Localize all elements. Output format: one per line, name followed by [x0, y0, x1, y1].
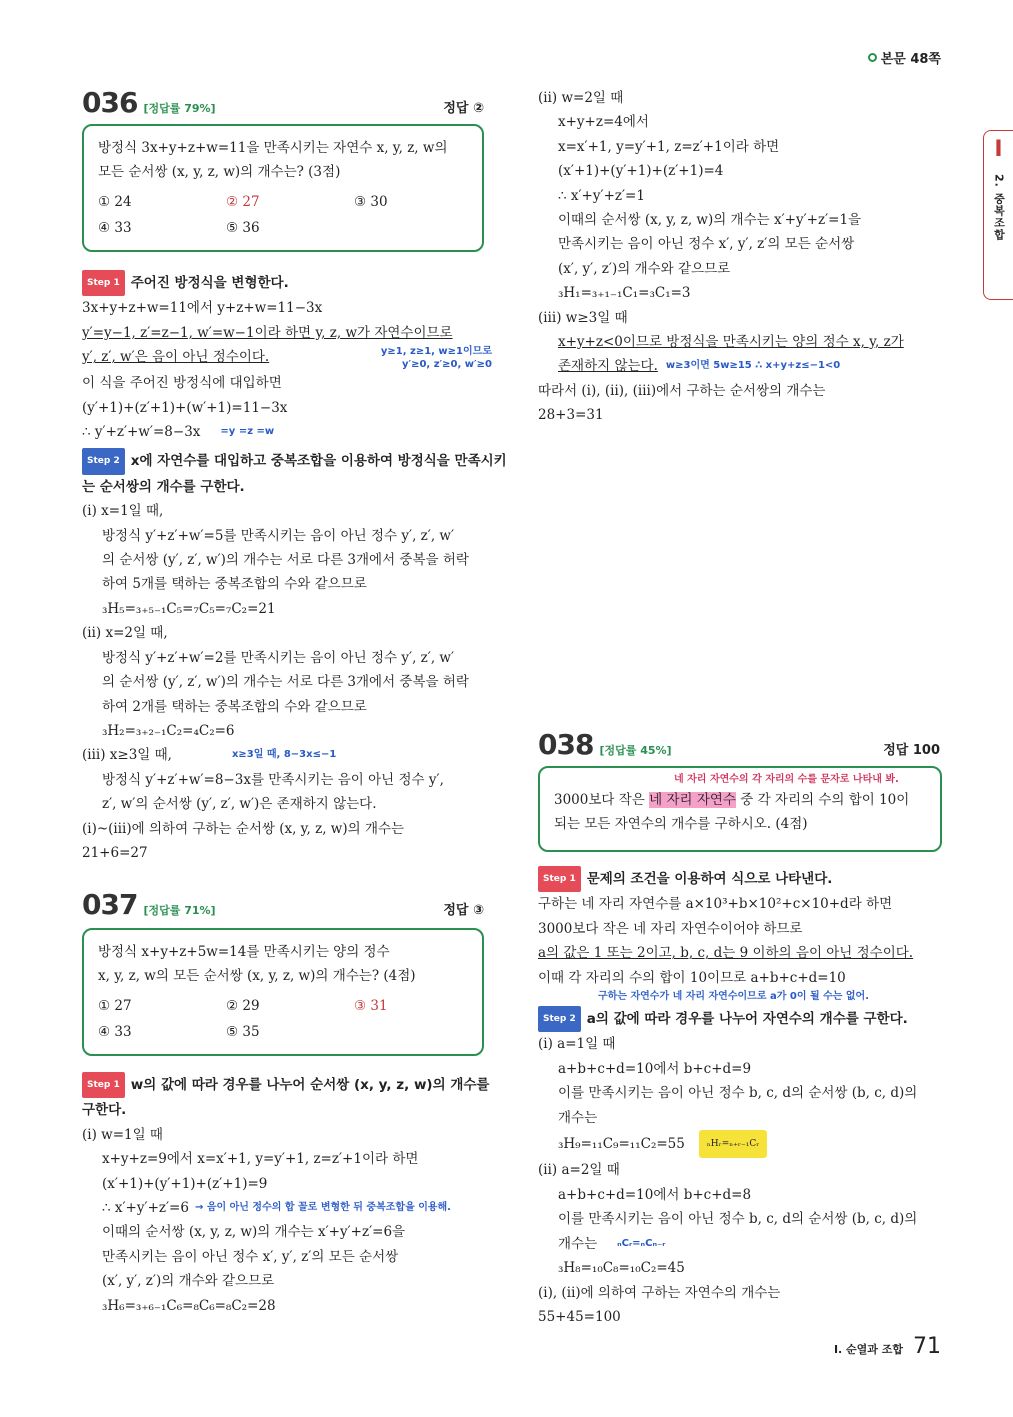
- step-heading: Step 1 문제의 조건을 이용하여 식으로 나타낸다.: [538, 866, 948, 892]
- choice-5: ⑤ 36: [226, 220, 260, 236]
- problem-number: 038: [538, 728, 594, 761]
- choice-list: [98, 994, 468, 1044]
- formula-bubble: ₙHᵣ=ₙ₊ᵣ₋₁Cᵣ: [699, 1130, 768, 1158]
- page-footer: [834, 1334, 941, 1359]
- section-label: Ⅰ. 순열과 조합: [833, 1343, 903, 1356]
- circle-icon: [868, 53, 877, 62]
- correct-rate: [정답률 79%]: [143, 102, 216, 115]
- hint-annotation: 네 자리 자연수의 각 자리의 수를 문자로 나타내 봐.: [674, 774, 899, 785]
- solution-038: Step 1 문제의 조건을 이용하여 식으로 나타낸다. 구하는 네 자리 자연수를 a×10³+b×10²+c×10+d라 하면 3000보다 작은 네 자리 자연수이어야 하므로 a의 값은 1 또는 2이고, b, c, d는 9 이하의 음이 아닌 정수이다. 이때 각 자리의 수의 합이 10이므로 a+b+c+d=10 구하는 자연수가 네 자리 자연수이므로 a가 0이 될 수는 없어. Step 2 a의 값에 따라 경우를 나누어 자연수의 개수를 구한다. (ⅰ) a=1일 때 a+b+c+d=10에서 b+c+d=9 이를 만족시키는 음이 아닌 정수 b, c, d의 순서쌍 (b, c, d)의 개수는 ₃H₉=₁₁C₉=₁₁C₂=55 ₙHᵣ=ₙ₊ᵣ₋₁Cᵣ (ⅱ) a=2일 때 a+b+c+d=10에서 b+c+d=8 이를 만족시키는 음이 아닌 정수 b, c, d의 순서쌍 (b, c, d)의 개수는 ₙCᵣ=ₙCₙ₋ᵣ ₃H₈=₁₀C₈=₁₀C₂=45 (ⅰ), (ⅱ)에 의하여 구하는 자연수의 개수는 55+45=100: [538, 866, 948, 1329]
- answer-label: 정답 100: [883, 743, 940, 758]
- choice-5: ⑤ 35: [226, 1024, 260, 1040]
- choice-2: ② 29: [226, 998, 260, 1014]
- choice-3: ③ 30: [354, 194, 388, 210]
- page-number: 71: [913, 1334, 941, 1359]
- annotation: y≥1, z≥1, w≥1이므로 y′≥0, z′≥0, w′≥0: [380, 346, 492, 371]
- solution-037-part2: (ⅱ) w=2일 때 x+y+z=4에서 x=x′+1, y=y′+1, z=z′+1이라 하면 (x′+1)+(y′+1)+(z′+1)=4 ∴ x′+y′+z′=1 이때의 순서쌍 (x, y, z, w)의 개수는 x′+y′+z′=1을 만족시키는 음이 아닌 정수 x′, y′, z′의 모든 순서쌍 (x′, y′, z′)의 개수와 같으므로 ₃H₁=₃₊₁₋₁C₁=₃C₁=3 (ⅲ) w≥3일 때 x+y+z<0이므로 방정식을 만족시키는 양의 정수 x, y, z가 존재하지 않는다. w≥3이면 5w≥15 ∴ x+y+z≤−1<0 따라서 (ⅰ), (ⅱ), (ⅲ)에서 구하는 순서쌍의 개수는 28+3=31: [538, 90, 904, 424]
- chapter-tab: I 2. 중복조합: [983, 130, 1013, 300]
- choice-4: ④ 33: [98, 1024, 132, 1040]
- solution-037-part1: Step 1 w의 값에 따라 경우를 나누어 순서쌍 (x, y, z, w)의 개수를 구한다. (ⅰ) w=1일 때 x+y+z=9에서 x=x′+1, y=y′+1, z=z′+1이라 하면 (x′+1)+(y′+1)+(z′+1)=9 ∴ x′+y′+z′=6 → 음이 아닌 정수의 합 꼴로 변형한 뒤 중복조합을 이용해. 이때의 순서쌍 (x, y, z, w)의 개수는 x′+y′+z′=6을 만족시키는 음이 아닌 정수 x′, y′, z′의 모든 순서쌍 (x′, y′, z′)의 개수와 같으므로 ₃H₆=₃₊₆₋₁C₆=₈C₆=₈C₂=28: [82, 1072, 492, 1318]
- answer-label: 정답 ③: [443, 903, 484, 918]
- problem-number: 037: [82, 888, 138, 921]
- problem-037-box: 방정식 x+y+z+5w=14를 만족시키는 양의 정수 x, y, z, w의 모든 순서쌍 (x, y, z, w)의 개수는? (4점) ① 27 ② 29 ③ 31 ④ 33 ⑤ 35: [82, 928, 484, 1056]
- choice-2-checked: ② 27: [226, 194, 260, 210]
- annotation: 구하는 자연수가 네 자리 자연수이므로 a가 0이 될 수는 없어.: [598, 991, 870, 1003]
- annotation: → 음이 아닌 정수의 합 꼴로 변형한 뒤 중복조합을 이용해.: [194, 1202, 451, 1214]
- correct-rate: [정답률 71%]: [143, 904, 216, 917]
- step-heading: Step 2 a의 값에 따라 경우를 나누어 자연수의 개수를 구한다.: [538, 1006, 948, 1032]
- step-heading: Step 1 주어진 방정식을 변형한다.: [82, 270, 492, 296]
- problem-036-box: 방정식 3x+y+z+w=11을 만족시키는 자연수 x, y, z, w의 모든 순서쌍 (x, y, z, w)의 개수는? (3점) ① 24 ② 27 ③ 30 ④ 33 ⑤ 36: [82, 124, 484, 252]
- page-reference: 본문 48쪽: [868, 48, 941, 67]
- correct-rate: [정답률 45%]: [599, 744, 672, 757]
- answer-label: 정답 ②: [443, 101, 484, 116]
- annotation: w≥3이면 5w≥15 ∴ x+y+z≤−1<0: [665, 360, 841, 372]
- problem-038-header: [538, 728, 940, 761]
- solution-036: Step 1 주어진 방정식을 변형한다. 3x+y+z+w=11에서 y+z+w=11−3x y′=y−1, z′=z−1, w′=w−1이라 하면 y, z, w가 자연수이므로 y′, z′, w′은 음이 아닌 정수이다. y≥1, z≥1, w≥1이므로 y′≥0, z′≥0, w′≥0 이 식을 주어진 방정식에 대입하면 (y′+1)+(z′+1)+(w′+1)=11−3x ∴ y′+z′+w′=8−3x =y =z =w Step 2 x에 자연수를 대입하고 중복조합을 이용하여 방정식을 만족시키 는 순서쌍의 개수를 구한다. (ⅰ) x=1일 때, 방정식 y′+z′+w′=5를 만족시키는 음이 아닌 정수 y′, z′, w′ 의 순서쌍 (y′, z′, w′)의 개수는 서로 다른 3개에서 중복을 허락 하여 5개를 택하는 중복조합의 수와 같으므로 ₃H₅=₃₊₅₋₁C₅=₇C₅=₇C₂=21 (ⅱ) x=2일 때, 방정식 y′+z′+w′=2를 만족시키는 음이 아닌 정수 y′, z′, w′ 의 순서쌍 (y′, z′, w′)의 개수는 서로 다른 3개에서 중복을 허락 하여 2개를 택하는 중복조합의 수와 같으므로 ₃H₂=₃₊₂₋₁C₂=₄C₂=6 (ⅲ) x≥3일 때, x≥3일 때, 8−3x≤−1 방정식 y′+z′+w′=8−3x를 만족시키는 음이 아닌 정수 y′, z′, w′의 순서쌍 (y′, z′, w′)은 존재하지 않는다. (ⅰ)~(ⅲ)에 의하여 구하는 순서쌍 (x, y, z, w)의 개수는 21+6=27: [82, 270, 492, 865]
- highlight: 네 자리 자연수: [649, 792, 736, 808]
- choice-1: ① 27: [98, 998, 132, 1014]
- choice-list: [98, 190, 468, 240]
- step-heading: Step 1 w의 값에 따라 경우를 나누어 순서쌍 (x, y, z, w)의 개수를: [82, 1072, 492, 1098]
- problem-037-header: [82, 888, 484, 921]
- choice-4: ④ 33: [98, 220, 132, 236]
- problem-number: 036: [82, 86, 138, 119]
- choice-1: ① 24: [98, 194, 132, 210]
- annotation: x≥3일 때, 8−3x≤−1: [231, 749, 337, 761]
- problem-036-header: [82, 86, 484, 119]
- choice-3-checked: ③ 31: [354, 998, 388, 1014]
- annotation: ₙCᵣ=ₙCₙ₋ᵣ: [617, 1237, 666, 1249]
- problem-038-box: 네 자리 자연수의 각 자리의 수를 문자로 나타내 봐. 3000보다 작은 네 자리 자연수 중 각 자리의 수의 합이 10이 되는 모든 자연수의 개수를 구하시오. (4점): [538, 766, 942, 852]
- annotation: =y =z =w: [220, 426, 275, 438]
- step-heading: Step 2 x에 자연수를 대입하고 중복조합을 이용하여 방정식을 만족시키: [82, 448, 492, 474]
